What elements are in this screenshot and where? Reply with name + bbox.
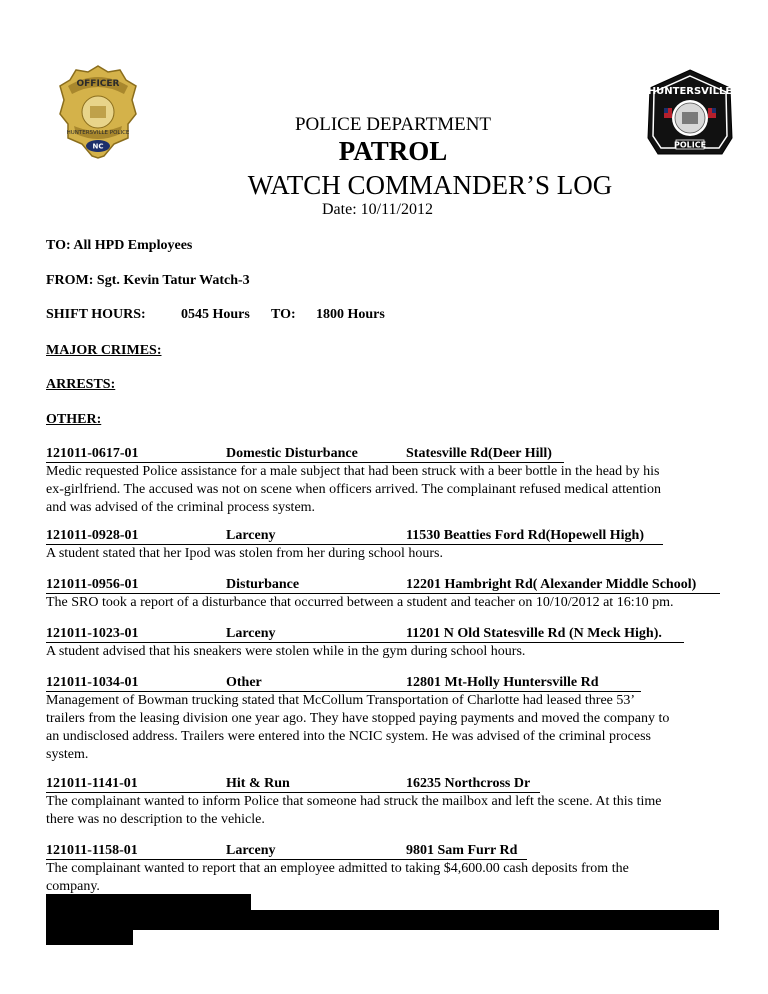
department-heading: POLICE DEPARTMENT	[294, 114, 492, 135]
incident-entry	[46, 675, 726, 764]
unit-heading: PATROL	[338, 136, 448, 166]
incident-entry	[46, 843, 726, 896]
document-title: WATCH COMMANDER’S LOG	[247, 170, 613, 200]
incident-id: 121011-1023-01	[46, 626, 139, 641]
heading-underline	[46, 544, 663, 545]
incident-id: 121011-1158-01	[46, 843, 138, 858]
shift-start: 0545 Hours	[181, 307, 250, 322]
incident-narrative-line: ex-girlfriend. The accused was not on scene when officers arrived. The complainant refused medical attention	[46, 482, 661, 497]
incident-narrative-line: A student stated that her Ipod was stolen from her during school hours.	[46, 546, 443, 561]
incident-narrative-line: and was advised of the criminal process system.	[46, 500, 316, 515]
heading-underline	[46, 642, 684, 643]
incident-location: 9801 Sam Furr Rd	[406, 843, 518, 858]
shift-hours-label: SHIFT HOURS:	[46, 307, 146, 322]
memo-from: FROM: Sgt. Kevin Tatur Watch-3	[46, 273, 250, 288]
incident-location: 12201 Hambright Rd( Alexander Middle School)	[406, 577, 697, 592]
incident-entry	[46, 776, 726, 829]
heading-underline	[46, 691, 641, 692]
heading-underline	[46, 859, 527, 860]
shift-end: 1800 Hours	[316, 307, 385, 322]
incident-narrative-line: The complainant wanted to inform Police that someone had struck the mailbox and left the scene. At this time	[46, 794, 662, 809]
incident-entry	[46, 577, 726, 612]
incident-narrative-line: The complainant wanted to report that an employee admitted to taking $4,600.00 cash deposits from the	[46, 861, 629, 876]
incident-type: Disturbance	[226, 577, 300, 592]
incident-id: 121011-1141-01	[46, 776, 138, 791]
svg-text:HUNTERSVILLE: HUNTERSVILLE	[647, 86, 733, 97]
heading-underline	[46, 792, 540, 793]
incident-narrative-line: an undisclosed address. Trailers were entered into the NCIC system. He was advised of the criminal process	[46, 729, 651, 744]
other-heading: OTHER:	[46, 412, 102, 427]
heading-underline	[46, 593, 720, 594]
incident-entry	[46, 446, 726, 517]
incident-narrative-line: The SRO took a report of a disturbance that occurred between a student and teacher on 10/10/2012 at 16:10 pm.	[46, 595, 674, 610]
incident-id: 121011-0617-01	[46, 446, 139, 461]
incident-narrative-line: Management of Bowman trucking stated that McCollum Transportation of Charlotte had leased three 53’	[46, 693, 636, 708]
incident-narrative-line: system.	[46, 747, 89, 762]
incident-narrative-line: Medic requested Police assistance for a male subject that had been struck with a beer bottle in the head by his	[46, 464, 660, 479]
incident-id: 121011-1034-01	[46, 675, 139, 690]
incident-location: 11530 Beatties Ford Rd(Hopewell High)	[406, 528, 644, 543]
incident-id: 121011-0956-01	[46, 577, 139, 592]
incident-location: Statesville Rd(Deer Hill)	[406, 446, 552, 461]
incident-narrative-line: company.	[46, 879, 100, 894]
incident-narrative-line: A student advised that his sneakers were stolen while in the gym during school hours.	[46, 644, 526, 659]
incident-type: Other	[226, 675, 262, 690]
arrests-heading: ARRESTS:	[46, 377, 116, 392]
incident-type: Larceny	[226, 528, 276, 543]
incident-narrative-line: trailers from the leasing division one year ago. They have stopped paying payments and moved the company to	[46, 711, 670, 726]
incident-type: Larceny	[226, 626, 276, 641]
log-date: Date: 10/11/2012	[322, 201, 433, 218]
incident-type: Domestic Disturbance	[226, 446, 358, 461]
incident-type: Hit & Run	[226, 776, 290, 791]
svg-text:OFFICER: OFFICER	[76, 79, 120, 89]
svg-text:HUNTERSVILLE POLICE: HUNTERSVILLE POLICE	[66, 130, 130, 136]
memo-to: TO: All HPD Employees	[46, 238, 193, 253]
incident-entry	[46, 626, 726, 661]
heading-underline	[46, 462, 564, 463]
redaction-bar	[46, 928, 133, 945]
shift-to-label: TO:	[271, 307, 296, 322]
redaction-bar	[46, 910, 719, 930]
incident-entry	[46, 528, 726, 563]
incident-id: 121011-0928-01	[46, 528, 139, 543]
svg-text:POLICE: POLICE	[673, 140, 707, 150]
incident-narrative-line: there was no description to the vehicle.	[46, 812, 265, 827]
major-crimes-heading: MAJOR CRIMES:	[46, 343, 162, 358]
incident-location: 16235 Northcross Dr	[406, 776, 531, 791]
incident-location: 11201 N Old Statesville Rd (N Meck High).	[406, 626, 662, 641]
incident-type: Larceny	[226, 843, 276, 858]
incident-location: 12801 Mt-Holly Huntersville Rd	[406, 675, 599, 690]
svg-text:NC: NC	[92, 142, 104, 151]
